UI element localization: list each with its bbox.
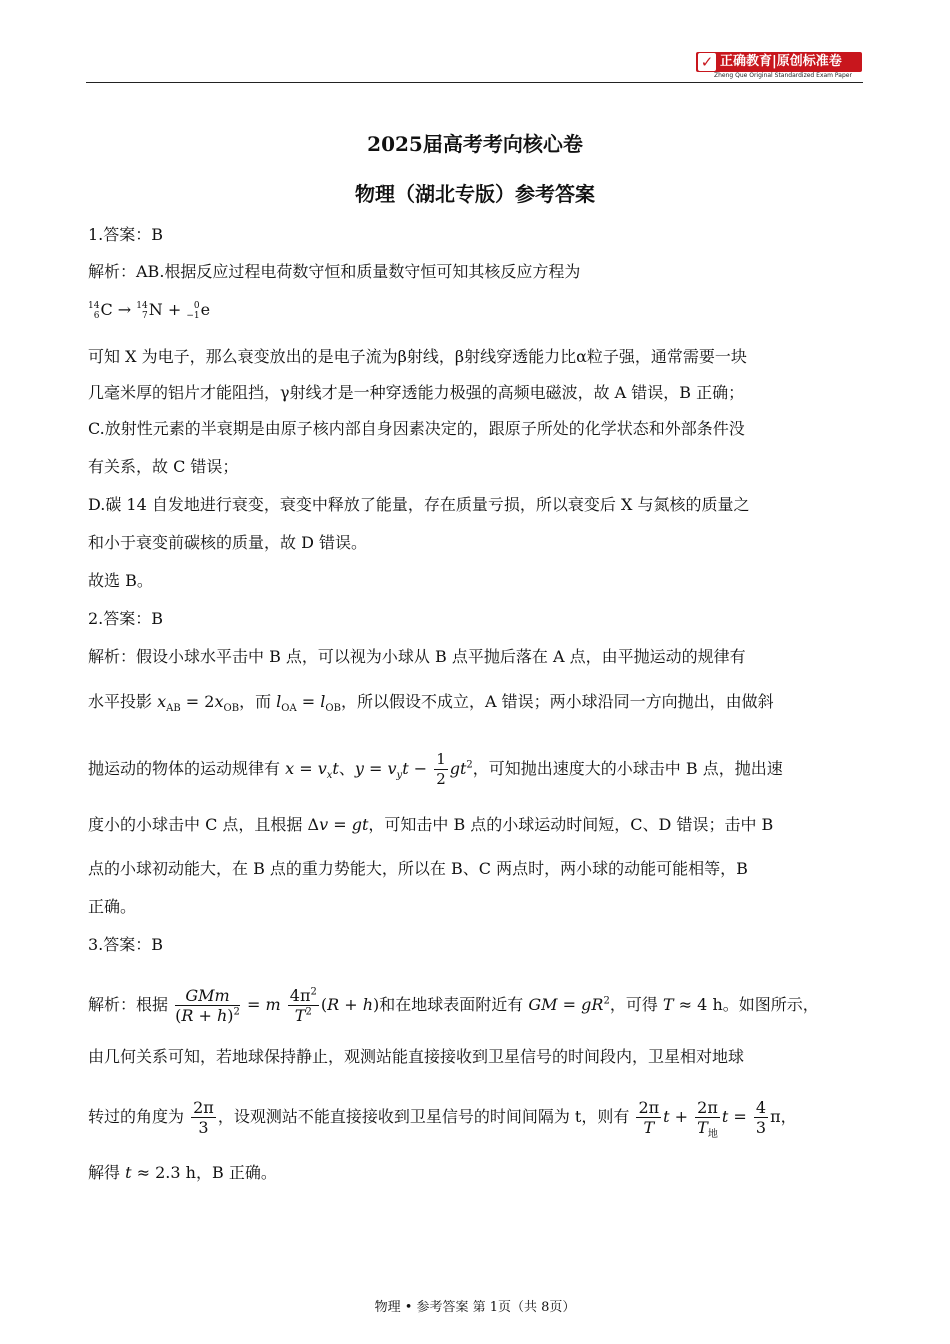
- formula: t ≈ 2.3 h: [125, 1163, 196, 1182]
- q1-line: D.碳 14 自发地进行衰变，衰变中释放了能量，存在质量亏损，所以衰变后 X 与氮核的质量之: [88, 495, 750, 514]
- nuclear-equation: 14 6C → 14 7N + 0 −1e: [88, 300, 211, 321]
- q2-line: 点的小球初动能大，在 B 点的重力势能大，所以在 B、C 两点时，两小球的动能可能相等，B: [88, 859, 748, 878]
- formula: $\frac{\text{GMm}}{(R + h)^2}$ = m $\frac{4\pi^2}{T^2}$ (R + h): [175, 986, 380, 1025]
- brand-logo: [696, 52, 862, 78]
- q1-line: 有关系，故 C 错误；: [88, 457, 239, 476]
- q2-line: 抛运动的物体的运动规律有 $x = v_xt$、$y = v_yt$ − $\frac{1}{2}$ $gt^2$，可知抛出速度大的小球击中 B 点，抛出速: [88, 750, 783, 788]
- q1-answer: 1.答案：B: [88, 225, 164, 244]
- q1-line: 解析：AB.根据反应过程电荷数守恒和质量数守恒可知其核反应方程为: [88, 262, 581, 281]
- page-title: 2025届高考考向核心卷: [367, 132, 583, 156]
- page-footer: 物理 • 参考答案 第 1页（共 8页）: [374, 1300, 576, 1315]
- q3-line: 解得 t ≈ 2.3 h，B 正确。: [88, 1163, 277, 1182]
- logo-text: 正确教育|原创标准卷: [720, 54, 842, 69]
- formula: T ≈ 4 h: [662, 995, 723, 1014]
- header-rule: [86, 82, 863, 83]
- q1-line: 可知 X 为电子，那么衰变放出的是电子流为β射线，β射线穿透能力比α粒子强，通常需要一块: [88, 347, 747, 366]
- formula: $\frac{2\pi}{T}$ t + $\frac{2\pi}{T_地}$ t = $\frac{4}{3}$ π: [638, 1098, 781, 1141]
- q2-line: 正确。: [88, 897, 137, 916]
- q3-line: 转过的角度为 $\frac{2\pi}{3}$ ，设观测站不能直接接收到卫星信号的时间间隔为 t，则有 $\frac{2\pi}{T}$ t + $\frac{2\pi}{T_地}$ t = $\frac{4}{3}$ π，: [88, 1098, 797, 1141]
- check-icon: ✓: [698, 53, 716, 71]
- formula: $l_{OA} = l_{OB}$: [276, 692, 341, 715]
- q3-answer: 3.答案：B: [88, 935, 164, 954]
- q3-line: 解析：根据 $\frac{\text{GMm}}{(R + h)^2}$ = m $\frac{4\pi^2}{T^2}$ (R + h)和在地球表面附近有 GM = $gR^2$，可得 T ≈ 4 h。如图所示，: [88, 986, 819, 1025]
- q2-line: 水平投影 $x_{AB} = 2x_{OB}$，而 $l_{OA} = l_{OB}$，所以假设不成立，A 错误；两小球沿同一方向抛出，由做斜: [88, 692, 774, 715]
- formula: Δv = gt: [307, 815, 369, 834]
- q2-line: 解析：假设小球水平击中 B 点，可以视为小球从 B 点平抛后落在 A 点，由平抛运动的规律有: [88, 647, 746, 666]
- q1-line: 故选 B。: [88, 571, 153, 590]
- q1-line: C.放射性元素的半衰期是由原子核内部自身因素决定的，跟原子所处的化学状态和外部条件没: [88, 419, 745, 438]
- q2-answer: 2.答案：B: [88, 609, 164, 628]
- formula: $\frac{2\pi}{3}$: [193, 1098, 214, 1137]
- page-subtitle: 物理（湖北专版）参考答案: [355, 182, 595, 206]
- logo-subtitle: Zheng Que Original Standardized Exam Paper: [714, 72, 852, 79]
- q3-line: 由几何关系可知，若地球保持静止，观测站能直接接收到卫星信号的时间段内，卫星相对地球: [88, 1047, 745, 1066]
- formula: $x_{AB} = 2x_{OB}$: [157, 692, 240, 715]
- formula: GM = $gR^2$: [528, 995, 610, 1014]
- formula: $x = v_xt$、$y = v_yt$ − $\frac{1}{2}$ $gt^2$: [285, 750, 473, 788]
- q1-line: 和小于衰变前碳核的质量，故 D 错误。: [88, 533, 368, 552]
- q1-line: 几毫米厚的铝片才能阻挡，γ射线才是一种穿透能力极强的高频电磁波，故 A 错误，B 正确；: [88, 383, 745, 402]
- q2-line: 度小的小球击中 C 点，且根据 Δv = gt，可知击中 B 点的小球运动时间短，C、D 错误；击中 B: [88, 815, 774, 834]
